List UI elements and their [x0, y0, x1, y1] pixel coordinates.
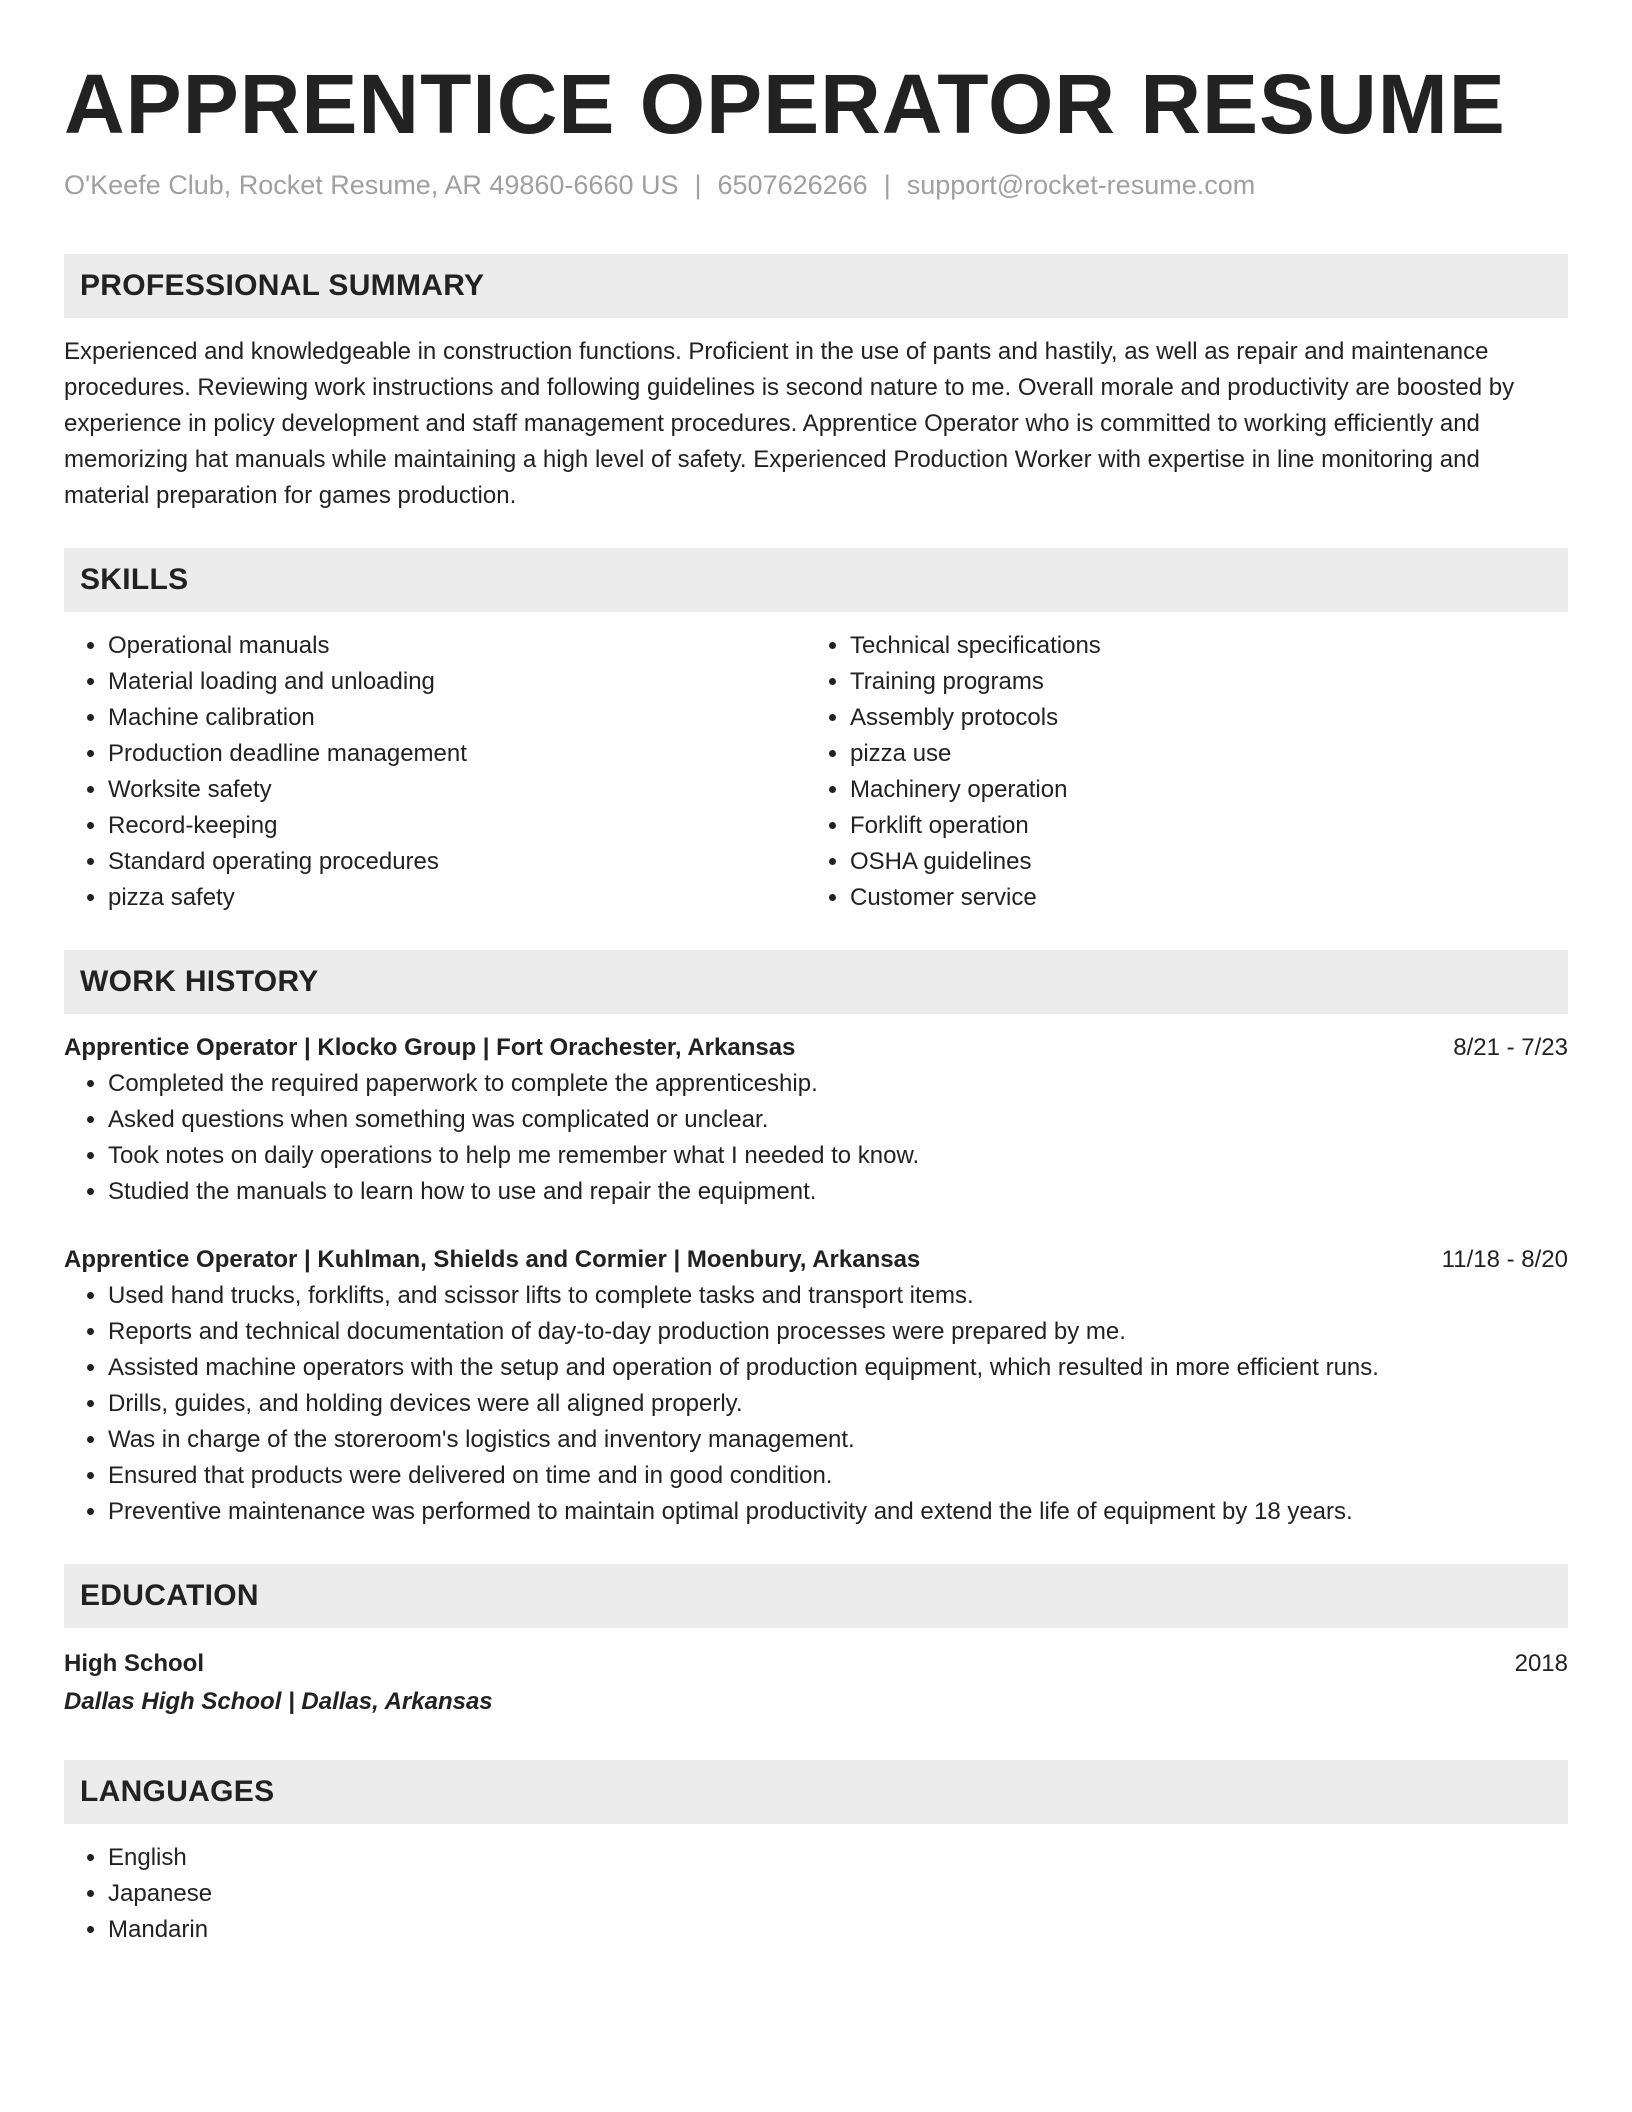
- education-school: Dallas High School | Dallas, Arkansas: [64, 1688, 493, 1715]
- skills-list: [64, 628, 1568, 916]
- job-entry: [64, 1242, 1568, 1530]
- section-header-summary: PROFESSIONAL SUMMARY: [64, 254, 1568, 318]
- job-entry: [64, 1030, 1568, 1210]
- contact-email: support@rocket-resume.com: [906, 170, 1256, 200]
- summary-text: Experienced and knowledgeable in construction functions. Proficient in the use of pants and hastily, as well as repair and maintenance procedures. Reviewing work instructions and following guidelines is second nature to me. Overall morale and productivity are boosted by experience in policy development and staff management procedures. Apprentice Operator who is committed to working efficiently and memorizing hat manuals while maintaining a high level of safety. Experienced Production Worker with expertise in line monitoring and material preparation for games production.: [64, 338, 1515, 509]
- education-heading-row: [64, 1646, 1568, 1682]
- job-duties: [64, 1066, 1568, 1210]
- job-duty-item: • Studied the manuals to learn how to use and repair the equipment.: [108, 1174, 1568, 1210]
- skill-item: • Machine calibration: [108, 700, 806, 736]
- job-duty-item: • Completed the required paperwork to complete the apprenticeship.: [108, 1066, 1568, 1102]
- skill-item: • Operational manuals: [108, 628, 806, 664]
- contact-phone: 6507626266: [717, 170, 868, 200]
- skill-item: • pizza use: [850, 736, 1548, 772]
- language-item: • Japanese: [108, 1876, 1568, 1912]
- section-header-skills: SKILLS: [64, 548, 1568, 612]
- job-heading: Apprentice Operator | Kuhlman, Shields and Cormier | Moenbury, Arkansas: [64, 1246, 921, 1273]
- skill-item: • Machinery operation: [850, 772, 1548, 808]
- skill-item: • Training programs: [850, 664, 1548, 700]
- education-degree: High School: [64, 1650, 204, 1677]
- job-duty-item: • Asked questions when something was complicated or unclear.: [108, 1102, 1568, 1138]
- job-duty-item: • Drills, guides, and holding devices were all aligned properly.: [108, 1386, 1568, 1422]
- job-duty-item: • Took notes on daily operations to help me remember what I needed to know.: [108, 1138, 1568, 1174]
- job-duty-item: • Preventive maintenance was performed to maintain optimal productivity and extend the life of equipment by 18 years.: [108, 1494, 1568, 1530]
- contact-address: O'Keefe Club, Rocket Resume, AR 49860-6660 US: [64, 170, 679, 200]
- section-header-education: EDUCATION: [64, 1564, 1568, 1628]
- skill-item: • OSHA guidelines: [850, 844, 1548, 880]
- job-duties: [64, 1278, 1568, 1530]
- language-item: • Mandarin: [108, 1912, 1568, 1948]
- contact-separator: |: [694, 170, 702, 200]
- skill-item: • Material loading and unloading: [108, 664, 806, 700]
- job-duty-item: • Was in charge of the storeroom's logistics and inventory management.: [108, 1422, 1568, 1458]
- job-dates: 8/21 - 7/23: [1453, 1034, 1568, 1061]
- skills-column-left: [64, 628, 806, 916]
- job-duty-item: • Assisted machine operators with the setup and operation of production equipment, which resulted in more efficient runs.: [108, 1350, 1568, 1386]
- section-header-work-history: WORK HISTORY: [64, 950, 1568, 1014]
- education-year: 2018: [1514, 1650, 1568, 1677]
- skill-item: • Customer service: [850, 880, 1548, 916]
- language-item: • English: [108, 1840, 1568, 1876]
- skill-item: • Forklift operation: [850, 808, 1548, 844]
- resume-title: APPRENTICE OPERATOR RESUME: [64, 57, 1506, 151]
- contact-line: [64, 168, 1568, 202]
- job-heading-row: [64, 1030, 1568, 1066]
- skill-item: • pizza safety: [108, 880, 806, 916]
- skill-item: • Worksite safety: [108, 772, 806, 808]
- section-header-languages: LANGUAGES: [64, 1760, 1568, 1824]
- skill-item: • Assembly protocols: [850, 700, 1548, 736]
- job-duty-item: • Ensured that products were delivered on time and in good condition.: [108, 1458, 1568, 1494]
- languages-list: [64, 1840, 1568, 1948]
- skill-item: • Technical specifications: [850, 628, 1548, 664]
- skill-item: • Standard operating procedures: [108, 844, 806, 880]
- job-heading: Apprentice Operator | Klocko Group | Fort Orachester, Arkansas: [64, 1034, 796, 1061]
- job-heading-row: [64, 1242, 1568, 1278]
- contact-separator: |: [883, 170, 891, 200]
- job-dates: 11/18 - 8/20: [1441, 1246, 1568, 1273]
- job-duty-item: • Reports and technical documentation of day-to-day production processes were prepared by me.: [108, 1314, 1568, 1350]
- skills-column-right: [806, 628, 1548, 916]
- resume-page: [64, 58, 1568, 1948]
- skill-item: • Record-keeping: [108, 808, 806, 844]
- skill-item: • Production deadline management: [108, 736, 806, 772]
- job-duty-item: • Used hand trucks, forklifts, and scissor lifts to complete tasks and transport items.: [108, 1278, 1568, 1314]
